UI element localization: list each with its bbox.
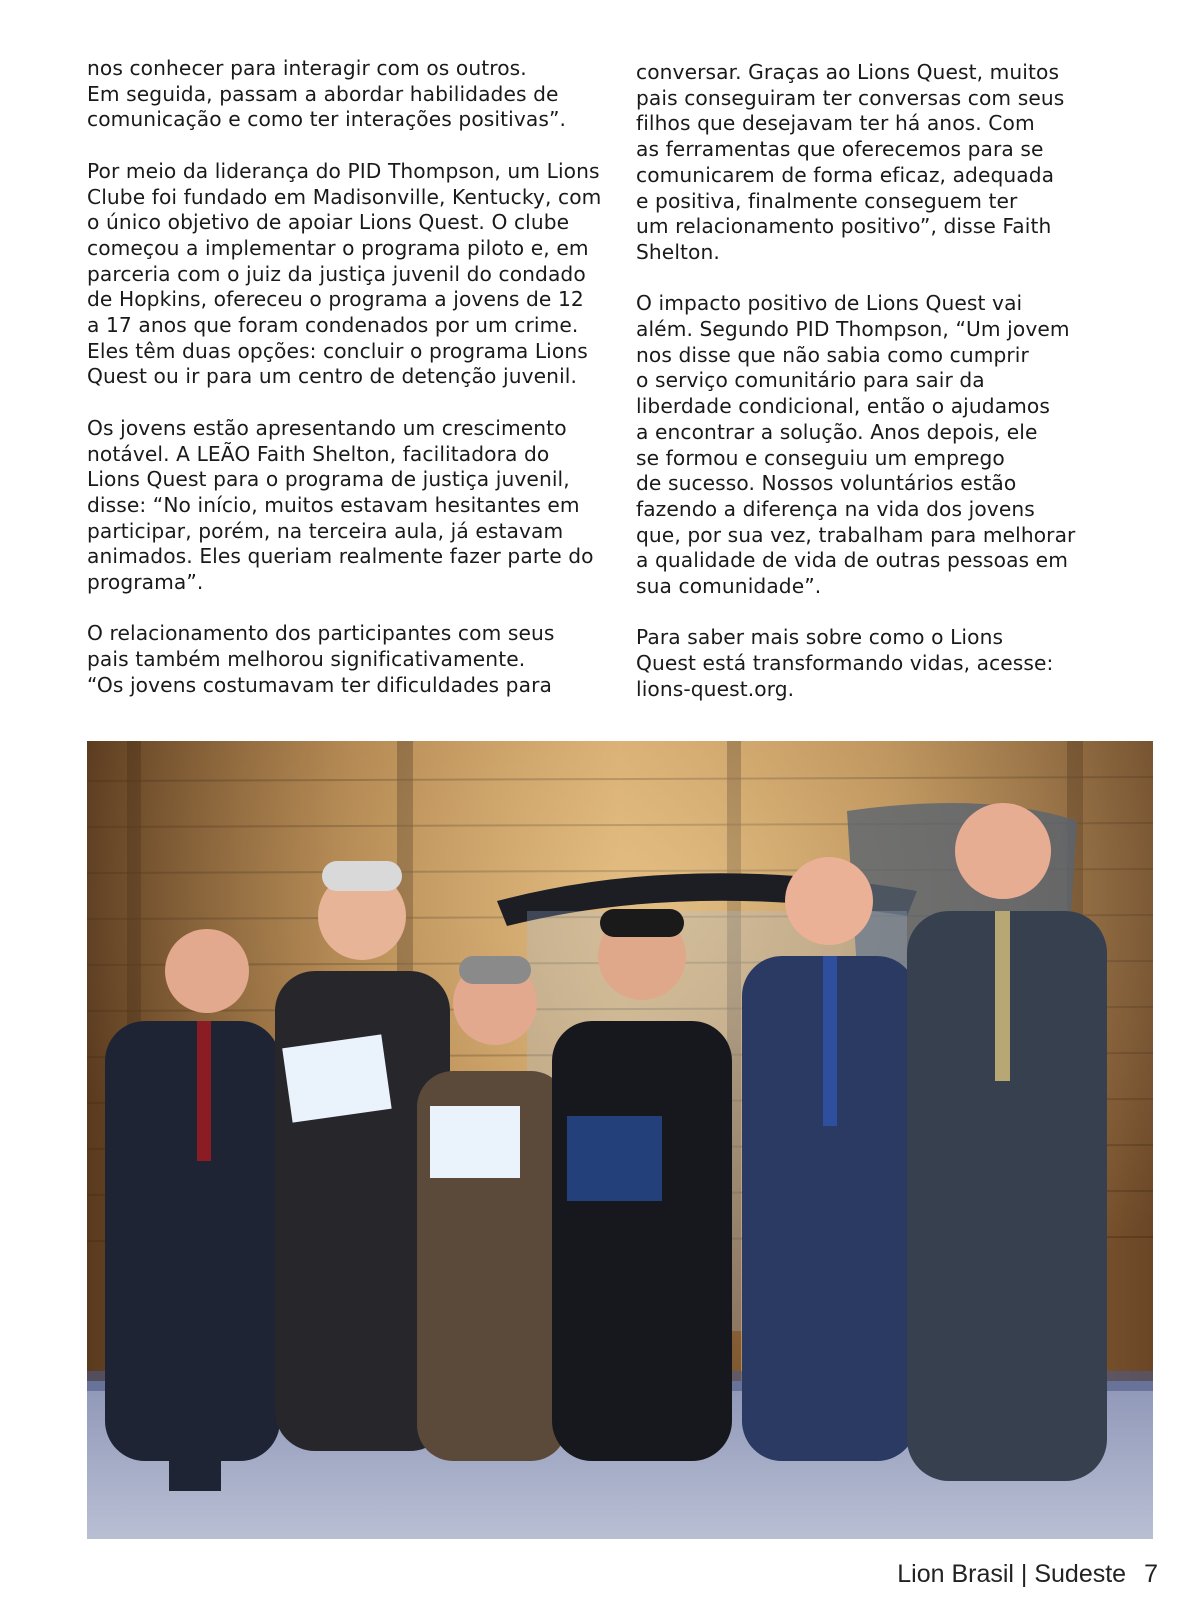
text-line: Por meio da liderança do PID Thompson, um Lions — [87, 158, 600, 183]
text-line: se formou e conseguiu um emprego — [636, 445, 1005, 470]
right-column-paragraph — [636, 625, 1106, 702]
text-line: Quest ou ir para um centro de detenção juvenil. — [87, 364, 577, 389]
text-line: Para saber mais sobre como o Lions — [636, 625, 1004, 650]
text-line: disse: “No início, muitos estavam hesitantes em — [87, 492, 580, 517]
publication-name: Lion Brasil | Sudeste — [897, 1560, 1127, 1588]
text-line: comunicação e como ter interações positivas”. — [87, 107, 567, 132]
text-line: programa”. — [87, 570, 204, 595]
left-column-paragraph — [87, 621, 592, 698]
text-line: liberdade condicional, então o ajudamos — [636, 394, 1050, 419]
text-line: a qualidade de vida de outras pessoas em — [636, 548, 1068, 573]
text-line: fazendo a diferença na vida dos jovens — [636, 496, 1035, 521]
text-line: pais também melhorou significativamente. — [87, 647, 526, 672]
left-column-paragraph — [87, 56, 592, 133]
article-left-column — [87, 56, 602, 699]
text-line: O impacto positivo de Lions Quest vai — [636, 291, 1023, 316]
text-line: conversar. Graças ao Lions Quest, muitos — [636, 60, 1060, 84]
text-line: lions-quest.org. — [636, 676, 795, 701]
text-line: o serviço comunitário para sair da — [636, 368, 985, 393]
text-line: um relacionamento positivo”, disse Faith — [636, 214, 1052, 239]
text-line: a encontrar a solução. Anos depois, ele — [636, 419, 1038, 444]
text-line: pais conseguiram ter conversas com seus — [636, 85, 1065, 110]
text-line: a 17 anos que foram condenados por um crime. — [87, 313, 579, 338]
text-line: de Hopkins, ofereceu o programa a jovens de 12 — [87, 287, 584, 312]
text-line: filhos que desejavam ter há anos. Com — [636, 111, 1035, 136]
text-line: notável. A LEÃO Faith Shelton, facilitadora do — [87, 441, 550, 466]
text-line: o único objetivo de apoiar Lions Quest. O clube — [87, 210, 570, 235]
text-line: animados. Eles queriam realmente fazer parte do — [87, 544, 594, 569]
text-line: as ferramentas que oferecemos para se — [636, 137, 1044, 162]
text-line: de sucesso. Nossos voluntários estão — [636, 471, 1017, 496]
text-line: O relacionamento dos participantes com seus — [87, 621, 555, 646]
text-line: começou a implementar o programa piloto e, em — [87, 235, 589, 260]
right-column-paragraph — [636, 291, 1106, 599]
text-line: nos disse que não sabia como cumprir — [636, 342, 1029, 367]
group-photo — [87, 741, 1153, 1539]
text-line: sua comunidade”. — [636, 574, 822, 599]
text-line: e positiva, finalmente conseguem ter — [636, 188, 1018, 213]
text-line: que, por sua vez, trabalham para melhorar — [636, 522, 1076, 547]
right-column-paragraph — [636, 60, 1106, 266]
text-line: “Os jovens costumavam ter dificuldades para — [87, 672, 552, 697]
text-line: participar, porém, na terceira aula, já estavam — [87, 518, 564, 543]
page-number: 7 — [1144, 1560, 1158, 1588]
text-line: Os jovens estão apresentando um crescimento — [87, 415, 567, 440]
text-line: Em seguida, passam a abordar habilidades de — [87, 81, 559, 106]
page-footer — [897, 1560, 1158, 1589]
left-column-paragraph — [87, 158, 602, 390]
group-photo-illustration — [87, 741, 1153, 1539]
left-column-paragraph — [87, 416, 592, 596]
text-line: além. Segundo PID Thompson, “Um jovem — [636, 317, 1070, 342]
text-line: comunicarem de forma eficaz, adequada — [636, 162, 1055, 187]
text-line: Lions Quest para o programa de justiça juvenil, — [87, 467, 570, 492]
text-line: parceria com o juiz da justiça juvenil do condado — [87, 261, 586, 286]
article-right-column — [636, 60, 1106, 703]
text-line: Quest está transformando vidas, acesse: — [636, 651, 1054, 676]
text-line: nos conhecer para interagir com os outros. — [87, 56, 527, 80]
text-line: Shelton. — [636, 239, 720, 264]
text-line: Clube foi fundado em Madisonville, Kentucky, com — [87, 184, 602, 209]
text-line: Eles têm duas opções: concluir o programa Lions — [87, 338, 588, 363]
